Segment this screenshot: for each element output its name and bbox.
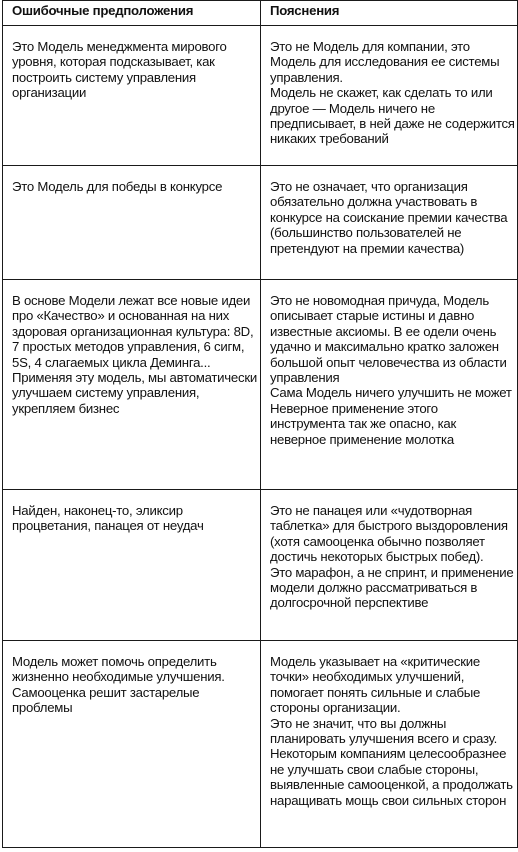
misconception-text: Это Модель для победы в конкурсе [12,179,223,194]
header-misconceptions: Ошибочные предположения [3,1,261,26]
misconceptions-table [2,0,518,848]
explanation-text: Модель не скажет, как сделать то или другое — Модель ничего не предписывает, в ней даже не содержится никаких требований [270,85,515,147]
explanation-text: Это марафон, а не спринт, и применение модели должно рассматриваться в долгосрочной перспективе [270,564,514,611]
explanation-text: Неверное применение этого инструмента так же опасно, как неверное применение молотка [270,400,456,447]
misconception-text: Это Модель менеджмента мирового уровня, которая подсказывает, как построить систему управления организации [12,39,227,101]
misconception-text: Найден, наконец-то, эликсир процветания, панацея от неудач [12,503,204,534]
misconception-text: В основе Модели лежат все новые идеи про «Качество» и основанная на них здоровая организационная культура: 8D, 7 простых методов управления, 6 сигм, 5S, 4 слагаемых цикла Деминга... [12,293,254,370]
header-row [3,1,518,26]
explanation-cell [261,280,518,490]
table-row [3,26,518,166]
misconception-cell [3,166,261,280]
explanation-text: Это не новомодная причуда, Модель описывает старые истины и давно известные аксиомы. В ее одели очень удачно и максимально кратко заложен большой опыт человечества из области управления [270,293,507,386]
explanation-cell [261,641,518,848]
explanation-text: Это не панацея или «чудотворная таблетка» для быстрого выздоровления (хотя самооценка обычно позволяет достичь некоторых быстрых побед). [270,503,508,565]
misconception-text: Самооценка решит застарелые проблемы [12,684,200,716]
table-row [3,280,518,490]
misconception-text: Модель может помочь определить жизненно необходимые улучшения. [12,654,225,685]
explanation-cell [261,490,518,641]
table-row [3,641,518,848]
explanation-text: Это не Модель для компании, это Модель для исследования ее системы управления. [270,39,500,85]
explanation-text: Сама Модель ничего улучшить не может [270,385,512,401]
explanation-text: Это не значит, что вы должны планировать улучшения всего и сразу. Некоторым компаниям целесообразнее не улучшать свои слабые стороны, выявленные самооценкой, а продолжать наращивать мощь свои сильных сторон [270,715,513,808]
misconception-cell [3,26,261,166]
explanation-text: Это не означает, что организация обязательно должна участвовать в конкурсе на соискание премии качества (большинство пользователей не претендуют на премии качества) [270,179,508,256]
table-row [3,166,518,280]
misconception-cell [3,641,261,848]
misconception-text: Применяя эту модель, мы автоматически улучшаем систему управления, укрепляем бизнес [12,370,257,416]
misconception-cell [3,490,261,641]
header-explanations: Пояснения [261,1,518,26]
explanation-text: Модель указывает на «критические точки» необходимых улучшений, помогает понять сильные и слабые стороны организации. [270,654,481,716]
table-row [3,490,518,641]
explanation-cell [261,166,518,280]
explanation-cell [261,26,518,166]
misconception-cell [3,280,261,490]
